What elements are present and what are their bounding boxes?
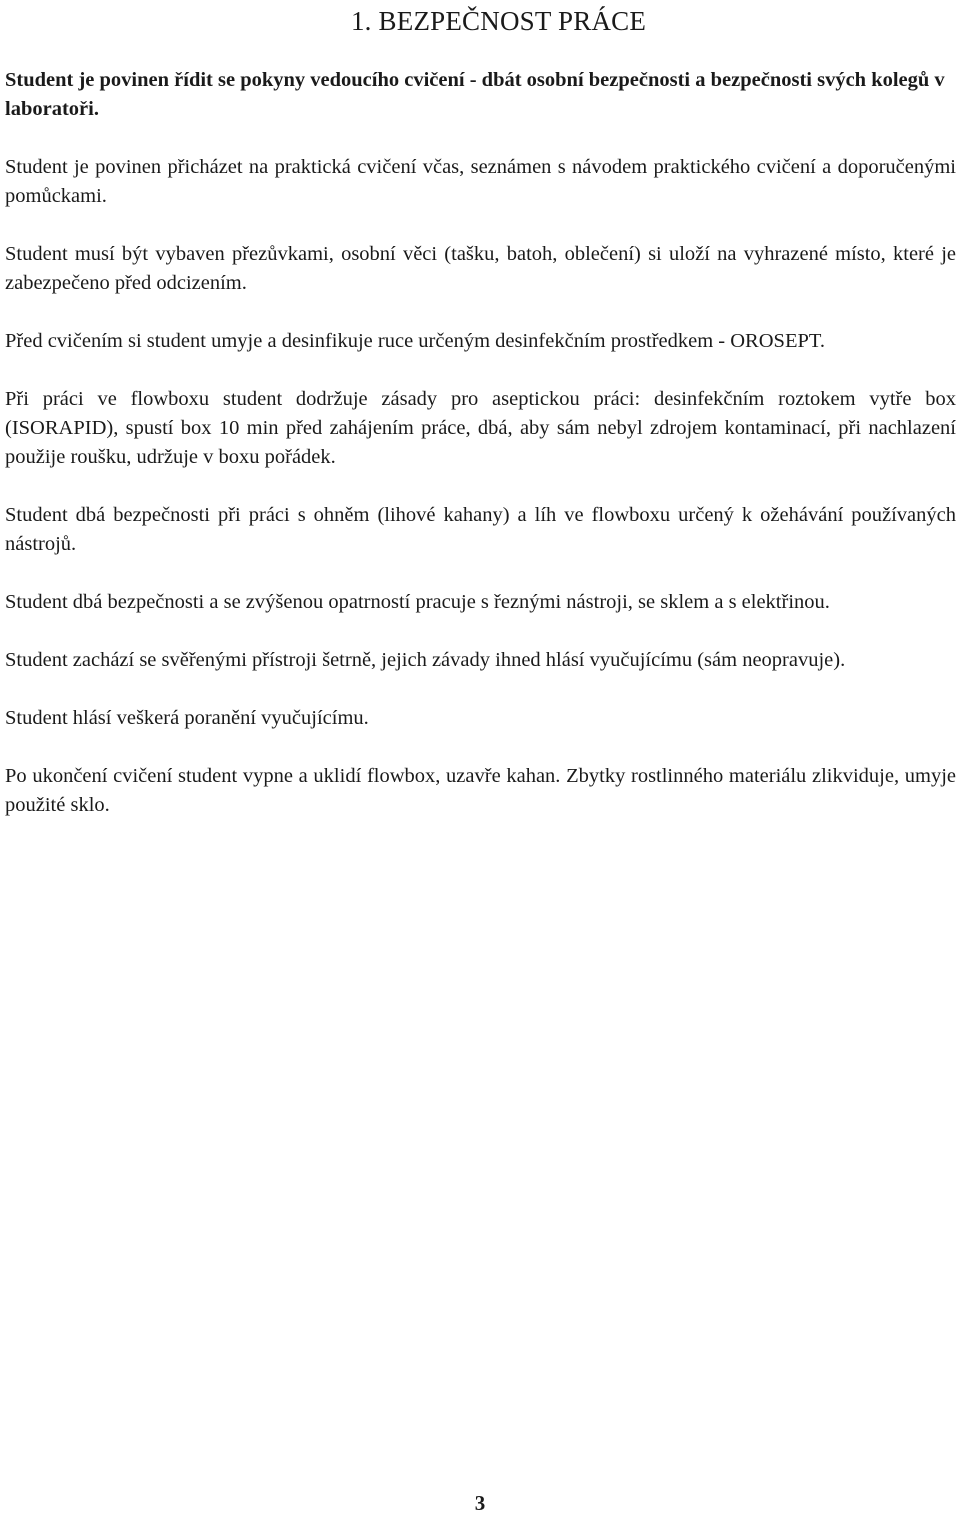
paragraph-hand-disinfection: Před cvičením si student umyje a desinfikuje ruce určeným desinfekčním prostředkem - OROSEPT. [5,330,825,352]
document-body [5,66,956,849]
paragraph-flowbox-aseptic: Při práci ve flowboxu student dodržuje zásady pro aseptickou práci: desinfekčním roztokem vytře box (ISORAPID), spustí box 10 min před zahájením práce, dbá, aby sám nebyl zdrojem kontaminací, při nachlazení použije roušku, udržuje v boxu pořádek. [5,388,956,468]
intro-paragraph: Student je povinen řídit se pokyny vedoucího cvičení - dbát osobní bezpečnosti a bezpečnosti svých kolegů v laboratoři. [5,69,945,120]
paragraph-injuries: Student hlásí veškerá poranění vyučujícímu. [5,707,369,729]
page-number: 3 [474,1491,486,1515]
page-title: 1. BEZPEČNOST PRÁCE [350,6,647,36]
paragraph-arrival: Student je povinen přicházet na praktická cvičení včas, seznámen s návodem praktického cvičení a doporučenými pomůckami. [5,156,956,207]
paragraph-tools-safety: Student dbá bezpečnosti a se zvýšenou opatrností pracuje s řeznými nástroji, se sklem a s elektřinou. [5,591,830,613]
paragraph-cleanup: Po ukončení cvičení student vypne a uklidí flowbox, uzavře kahan. Zbytky rostlinného materiálu zlikviduje, umyje použité sklo. [5,765,956,816]
paragraph-shoes-belongings: Student musí být vybaven přezůvkami, osobní věci (tašku, batoh, oblečení) si uloží na vyhrazené místo, které je zabezpečeno před odcizením. [5,243,956,294]
paragraph-fire-safety: Student dbá bezpečnosti při práci s ohněm (lihové kahany) a líh ve flowboxu určený k ožehávání používaných nástrojů. [5,504,956,555]
paragraph-instruments: Student zachází se svěřenými přístroji šetrně, jejich závady ihned hlásí vyučujícímu (sám neopravuje). [5,649,846,671]
